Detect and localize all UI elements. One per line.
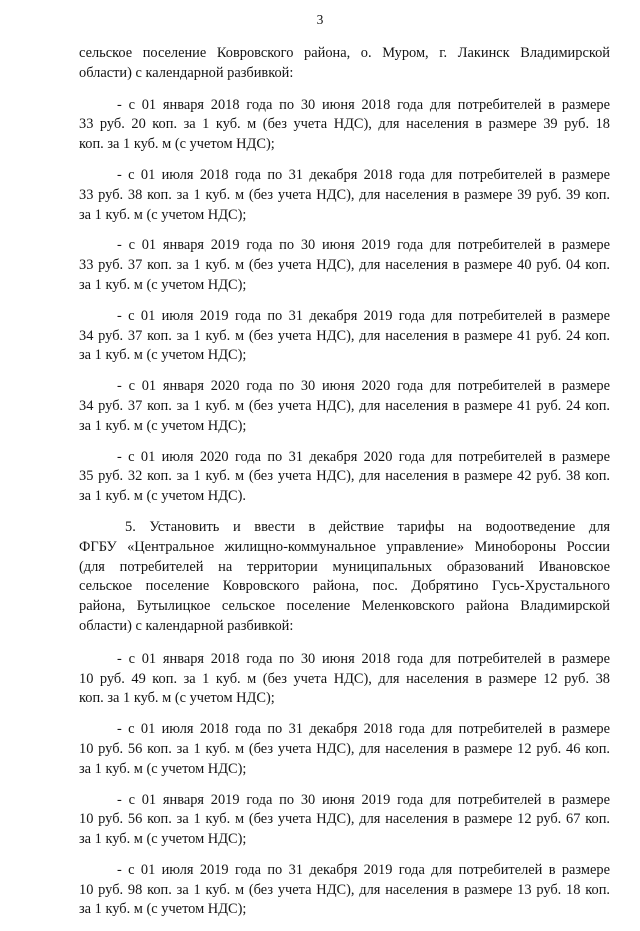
tariff-item (79, 307, 610, 366)
text-line: (для потребителей на территории муниципальных образований Ивановское (79, 558, 610, 575)
text-line: 35 руб. 32 коп. за 1 куб. м (без учета НДС), для населения в размере 42 руб. 38 коп. (79, 468, 610, 485)
text-line: 10 руб. 49 коп. за 1 куб. м (без учета НДС), для населения в размере 12 руб. 38 (79, 670, 610, 687)
text-line: - с 01 июля 2019 года по 31 декабря 2019 года для потребителей в размере (117, 307, 610, 324)
text-line: области) с календарной разбивкой: (79, 64, 294, 81)
text-line: 33 руб. 38 коп. за 1 куб. м (без учета НДС), для населения в размере 39 руб. 39 коп. (79, 186, 610, 203)
document-body (79, 44, 610, 931)
tariff-item (79, 96, 610, 155)
text-line: - с 01 июля 2019 года по 31 декабря 2019 года для потребителей в размере (117, 861, 610, 878)
text-line: - с 01 января 2018 года по 30 июня 2018 года для потребителей в размере (117, 96, 610, 113)
tariff-list-wastewater (79, 650, 610, 921)
text-line: - с 01 июля 2018 года по 31 декабря 2018 года для потребителей в размере (117, 721, 610, 738)
tariff-item (79, 166, 610, 225)
text-line: - с 01 июля 2020 года по 31 декабря 2020 года для потребителей в размере (117, 448, 610, 465)
text-line: за 1 куб. м (с учетом НДС); (79, 831, 247, 848)
text-line: - с 01 января 2020 года по 30 июня 2020 года для потребителей в размере (117, 378, 610, 395)
text-line: 10 руб. 56 коп. за 1 куб. м (без учета НДС), для населения в размере 12 руб. 46 коп. (79, 740, 610, 757)
tariff-item (79, 377, 610, 436)
tariff-item (79, 791, 610, 850)
text-line: 10 руб. 98 коп. за 1 куб. м (без учета НДС), для населения в размере 13 руб. 18 коп. (79, 881, 610, 898)
tariff-item (79, 236, 610, 295)
tariff-item (79, 720, 610, 779)
text-line: за 1 куб. м (с учетом НДС); (79, 760, 247, 777)
tariff-item (79, 448, 610, 507)
text-line: за 1 куб. м (с учетом НДС); (79, 206, 247, 223)
text-line: за 1 куб. м (с учетом НДС); (79, 276, 247, 293)
text-line: коп. за 1 куб. м (с учетом НДС); (79, 136, 275, 153)
text-line: 5. Установить и ввести в действие тарифы на водоотведение для (125, 518, 610, 535)
tariff-list-water-supply (79, 96, 610, 507)
text-line: ФГБУ «Центральное жилищно-коммунальное управление» Минобороны России (79, 538, 610, 555)
text-line: - с 01 января 2019 года по 30 июня 2019 года для потребителей в размере (117, 791, 610, 808)
text-line: за 1 куб. м (с учетом НДС); (79, 417, 247, 434)
tariff-item (79, 650, 610, 709)
text-line: области) с календарной разбивкой: (79, 617, 294, 634)
text-line: 34 руб. 37 коп. за 1 куб. м (без учета НДС), для населения в размере 41 руб. 24 коп. (79, 397, 610, 414)
text-line: 33 руб. 20 коп. за 1 куб. м (без учета НДС), для населения в размере 39 руб. 18 (79, 116, 610, 133)
section-5-paragraph (79, 518, 610, 637)
page-number: 3 (316, 12, 324, 27)
text-line: сельское поселение Ковровского района, о. Муром, г. Лакинск Владимирской (79, 45, 610, 61)
text-line: - с 01 января 2018 года по 30 июня 2018 года для потребителей в размере (117, 650, 610, 667)
text-line: 33 руб. 37 коп. за 1 куб. м (без учета НДС), для населения в размере 40 руб. 04 коп. (79, 257, 610, 274)
text-line: 34 руб. 37 коп. за 1 куб. м (без учета НДС), для населения в размере 41 руб. 24 коп. (79, 327, 610, 344)
text-line: коп. за 1 куб. м (с учетом НДС); (79, 690, 275, 707)
intro-paragraph (79, 44, 610, 84)
text-line: 10 руб. 56 коп. за 1 куб. м (без учета НДС), для населения в размере 12 руб. 67 коп. (79, 811, 610, 828)
text-line: за 1 куб. м (с учетом НДС). (79, 488, 246, 505)
text-line: сельское поселение Ковровского района, пос. Добрятино Гусь-Хрустального (79, 578, 610, 595)
text-line: района, Бутылицкое сельское поселение Меленковского района Владимирской (79, 598, 610, 615)
text-line: за 1 куб. м (с учетом НДС); (79, 347, 247, 364)
text-line: за 1 куб. м (с учетом НДС); (79, 901, 247, 918)
tariff-item (79, 861, 610, 920)
text-line: - с 01 июля 2018 года по 31 декабря 2018 года для потребителей в размере (117, 166, 610, 183)
text-line: - с 01 января 2019 года по 30 июня 2019 года для потребителей в размере (117, 237, 610, 254)
